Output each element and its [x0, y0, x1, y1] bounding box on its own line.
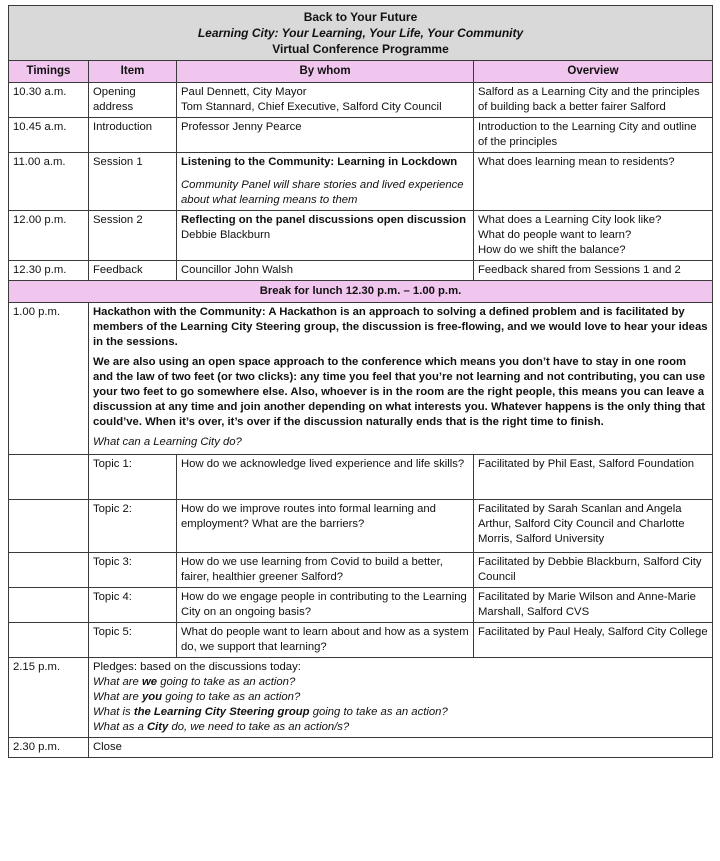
row-by-whom — [177, 83, 474, 118]
topic-facilitator: Facilitated by Phil East, Salford Foundation — [474, 455, 713, 500]
table-row — [9, 658, 713, 738]
row-by-whom — [177, 211, 474, 261]
row-by-whom: Professor Jenny Pearce — [177, 118, 474, 153]
header-item: Item — [89, 61, 177, 83]
lunch-break-label: Break for lunch 12.30 p.m. – 1.00 p.m. — [9, 281, 713, 303]
hackathon-paragraph: Hackathon with the Community: A Hackathon is an approach to solving a defined problem and is facilitated by members of the Learning City Steering group, the discussion is free-flowing, and we would love to hear your ideas in the sessions. — [93, 306, 708, 348]
open-space-paragraph: We are also using an open space approach to the conference which means you don’t have to stay in one room and the law of two feet (or two clicks): any time you feel that you’re not learning and not contributing, you can use your two feet to go somewhere else. Also, whoever is in the room are the right people, this means you can leave a discussion at any time and join another depending on what interests you. Whatever happens is the only thing that could’ve. When it’s over, it’s over if the discussion naturally ends that is the right time to finish. — [93, 356, 705, 428]
row-item: Session 2 — [89, 211, 177, 261]
pledge-question: What are we going to take as an action? — [93, 676, 296, 688]
session-title: Listening to the Community: Learning in Lockdown — [181, 156, 458, 168]
row-item: Session 1 — [89, 153, 177, 211]
table-row — [9, 153, 713, 211]
speaker: Paul Dennett, City Mayor — [181, 86, 307, 98]
row-time: 1.00 p.m. — [9, 303, 89, 455]
column-header-row — [9, 61, 713, 83]
table-row — [9, 118, 713, 153]
pledges-intro: Pledges: based on the discussions today: — [93, 661, 301, 673]
table-row — [9, 455, 713, 500]
pledges-block — [89, 658, 713, 738]
lunch-break-row — [9, 281, 713, 303]
session-note: Community Panel will share stories and lived experience about what learning means to them — [181, 179, 464, 206]
table-row — [9, 588, 713, 623]
pledge-question: What are you going to take as an action? — [93, 691, 301, 703]
topic-facilitator: Facilitated by Debbie Blackburn, Salford City Council — [474, 553, 713, 588]
overview-question: What does a Learning City look like? — [478, 214, 662, 226]
event-title: Back to Your Future — [303, 10, 418, 24]
topic-label: Topic 5: — [89, 623, 177, 658]
table-row — [9, 553, 713, 588]
table-row — [9, 211, 713, 261]
row-overview: Salford as a Learning City and the principles of building back a better fairer Salford — [474, 83, 713, 118]
table-row — [9, 623, 713, 658]
row-by-whom: Councillor John Walsh — [177, 261, 474, 281]
row-overview — [474, 211, 713, 261]
pledge-question: What is the Learning City Steering group going to take as an action? — [93, 706, 448, 718]
row-overview: What does learning mean to residents? — [474, 153, 713, 211]
session-title: Reflecting on the panel discussions open discussion — [181, 214, 466, 226]
row-time: 2.15 p.m. — [9, 658, 89, 738]
programme-heading: Virtual Conference Programme — [272, 42, 449, 56]
topic-question: How do we improve routes into formal learning and employment? What are the barriers? — [177, 500, 474, 553]
table-row — [9, 303, 713, 455]
row-overview: Introduction to the Learning City and outline of the principles — [474, 118, 713, 153]
topic-question: How do we engage people in contributing to the Learning City on an ongoing basis? — [177, 588, 474, 623]
topic-facilitator: Facilitated by Sarah Scanlan and Angela Arthur, Salford City Council and Charlotte Morris, Salford University — [474, 500, 713, 553]
topic-question: What do people want to learn about and how as a system do, we support that learning? — [177, 623, 474, 658]
row-time: 11.00 a.m. — [9, 153, 89, 211]
event-subtitle: Learning City: Your Learning, Your Life, Your Community — [197, 26, 524, 40]
header-by-whom: By whom — [177, 61, 474, 83]
table-row — [9, 500, 713, 553]
topic-label: Topic 1: — [89, 455, 177, 500]
row-time: 10.45 a.m. — [9, 118, 89, 153]
row-time: 12.00 p.m. — [9, 211, 89, 261]
row-overview: Feedback shared from Sessions 1 and 2 — [474, 261, 713, 281]
row-time: 10.30 a.m. — [9, 83, 89, 118]
speaker: Debbie Blackburn — [181, 229, 271, 241]
row-item: Opening address — [89, 83, 177, 118]
overview-question: What do people want to learn? — [478, 229, 632, 241]
topic-question: How do we use learning from Covid to build a better, fairer, healthier greener Salford? — [177, 553, 474, 588]
row-item: Introduction — [89, 118, 177, 153]
row-item: Feedback — [89, 261, 177, 281]
topic-facilitator: Facilitated by Paul Healy, Salford City College — [474, 623, 713, 658]
row-time: 12.30 p.m. — [9, 261, 89, 281]
table-row — [9, 83, 713, 118]
row-by-whom — [177, 153, 474, 211]
pledge-question: What as a City do, we need to take as an action/s? — [93, 721, 350, 733]
header-overview: Overview — [474, 61, 713, 83]
header-timings: Timings — [9, 61, 89, 83]
topics-question: What can a Learning City do? — [93, 436, 242, 448]
programme-table — [8, 5, 713, 758]
row-time: 2.30 p.m. — [9, 738, 89, 758]
programme-title-block — [9, 6, 713, 61]
overview-question: How do we shift the balance? — [478, 244, 626, 256]
topic-label: Topic 2: — [89, 500, 177, 553]
topic-label: Topic 4: — [89, 588, 177, 623]
topic-label: Topic 3: — [89, 553, 177, 588]
speaker: Tom Stannard, Chief Executive, Salford City Council — [181, 101, 442, 113]
topic-facilitator: Facilitated by Marie Wilson and Anne-Marie Marshall, Salford CVS — [474, 588, 713, 623]
topic-question: How do we acknowledge lived experience and life skills? — [177, 455, 474, 500]
hackathon-description — [89, 303, 713, 455]
row-item: Close — [89, 738, 713, 758]
table-row — [9, 261, 713, 281]
table-row — [9, 738, 713, 758]
